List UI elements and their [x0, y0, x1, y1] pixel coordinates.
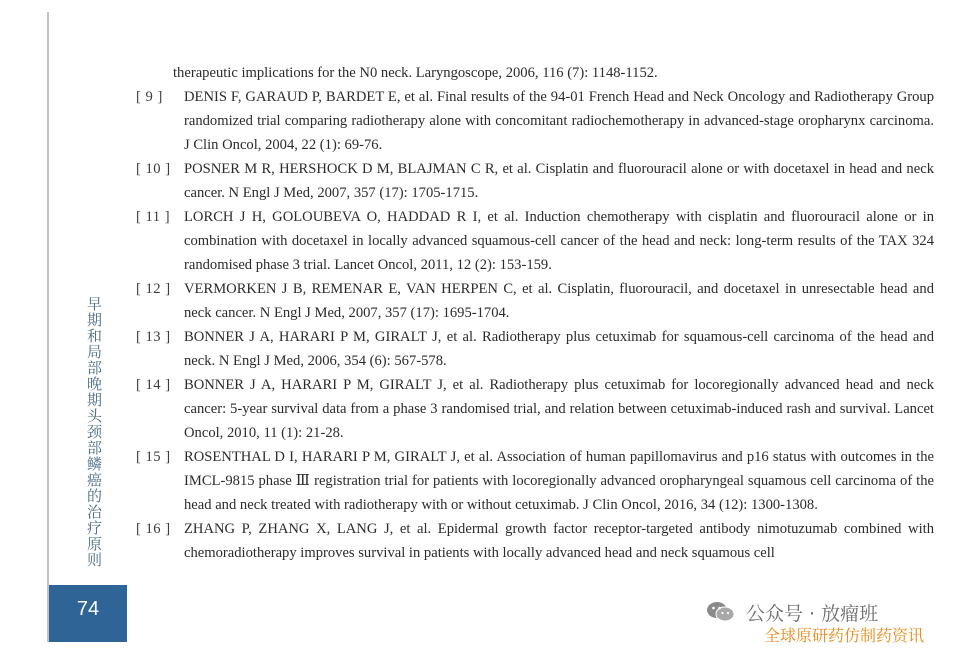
watermark-account-name: 公众号 · 放瘤班 [746, 603, 879, 625]
reference-item [132, 205, 934, 277]
reference-item [132, 517, 934, 565]
reference-number: [ 16 ] [136, 521, 171, 537]
reference-item [132, 373, 934, 445]
reference-text: ROSENTHAL D I, HARARI P M, GIRALT J, et al. Association of human papillomavirus and p16 status with outcomes in the IMCL-9815 phase Ⅲ registration trial for patients with locoregionally advanced oropharyngeal squamous cell carcinoma of the head and neck treated with radiotherapy with or without cetuximab. J Clin Oncol, 2016, 34 (12): 1300-1308. [184, 449, 934, 513]
reference-item [132, 85, 934, 157]
reference-item [132, 61, 934, 85]
watermark-tagline: 全球原研药仿制药资讯 [764, 626, 925, 645]
wechat-icon [706, 601, 736, 623]
reference-text: therapeutic implications for the N0 neck. Laryngoscope, 2006, 116 (7): 1148-1152. [173, 65, 658, 81]
reference-item [132, 277, 934, 325]
reference-number: [ 10 ] [136, 161, 171, 177]
page-number-box [49, 585, 127, 642]
reference-text: VERMORKEN J B, REMENAR E, VAN HERPEN C, et al. Cisplatin, fluorouracil, and docetaxel in unresectable head and neck cancer. N Engl J Med, 2007, 357 (17): 1695-1704. [184, 281, 934, 321]
page-number: 74 [76, 598, 100, 620]
reference-text: BONNER J A, HARARI P M, GIRALT J, et al. Radiotherapy plus cetuximab for squamous-cell carcinoma of the head and neck. N Engl J Med, 2006, 354 (6): 567-578. [184, 329, 934, 369]
reference-number: [ 15 ] [136, 449, 171, 465]
reference-text: POSNER M R, HERSHOCK D M, BLAJMAN C R, et al. Cisplatin and fluorouracil alone or with docetaxel in head and neck cancer. N Engl J Med, 2007, 357 (17): 1705-1715. [184, 161, 934, 201]
reference-number: [ 12 ] [136, 281, 171, 297]
watermark [706, 597, 956, 647]
reference-number: [ 9 ] [136, 89, 163, 105]
reference-number: [ 13 ] [136, 329, 171, 345]
reference-text: LORCH J H, GOLOUBEVA O, HADDAD R I, et al. Induction chemotherapy with cisplatin and fluorouracil alone or in combination with docetaxel in locally advanced squamous-cell cancer of the head and neck: long-term results of the TAX 324 randomised phase 3 trial. Lancet Oncol, 2011, 12 (2): 153-159. [184, 209, 934, 273]
reference-text: DENIS F, GARAUD P, BARDET E, et al. Final results of the 94-01 French Head and Neck Oncology and Radiotherapy Group randomized trial comparing radiotherapy alone with concomitant radiochemotherapy in advanced-stage oropharynx carcinoma. J Clin Oncol, 2004, 22 (1): 69-76. [184, 89, 934, 153]
chapter-side-title: 早期和局部晚期头颈部鳞癌的治疗原则 [85, 296, 103, 568]
reference-item [132, 445, 934, 517]
reference-number: [ 14 ] [136, 377, 171, 393]
reference-number: [ 11 ] [136, 209, 171, 225]
reference-text: BONNER J A, HARARI P M, GIRALT J, et al. Radiotherapy plus cetuximab for locoregionally advanced head and neck cancer: 5-year survival data from a phase 3 randomised trial, and relation between cetuximab-induced rash and survival. Lancet Oncol, 2010, 11 (1): 21-28. [184, 377, 934, 441]
reference-item [132, 157, 934, 205]
reference-list [132, 61, 934, 565]
margin-rule [47, 12, 49, 642]
reference-text: ZHANG P, ZHANG X, LANG J, et al. Epidermal growth factor receptor-targeted antibody nimotuzumab combined with chemoradiotherapy improves survival in patients with locally advanced head and neck squamous cell [184, 521, 934, 561]
reference-item [132, 325, 934, 373]
